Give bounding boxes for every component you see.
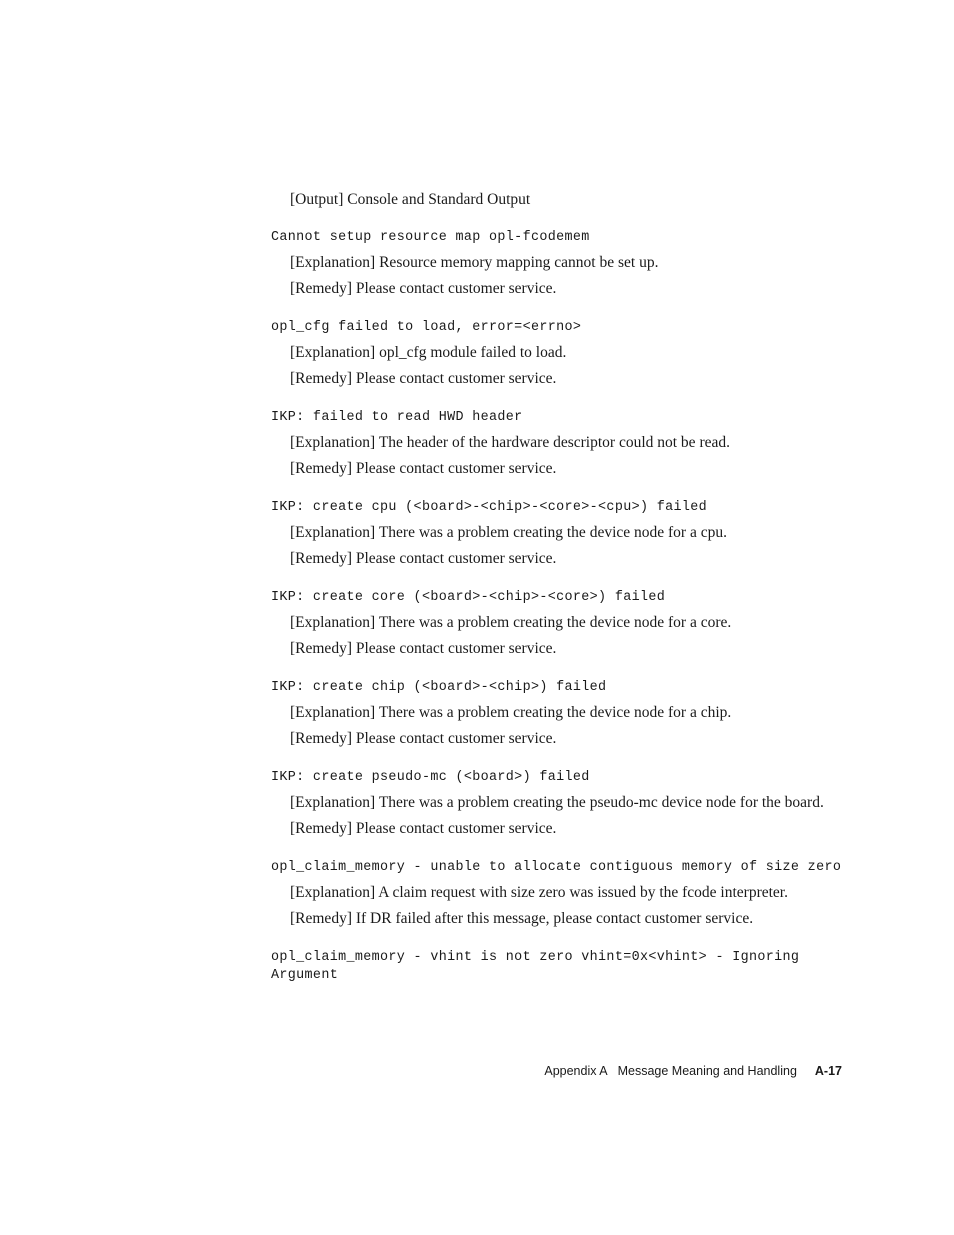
explanation-text: [Explanation] There was a problem creating the device node for a chip. <box>290 704 732 721</box>
remedy-text: [Remedy] Please contact customer service. <box>290 370 557 387</box>
message-code: IKP: create pseudo-mc (<board>) failed <box>271 770 590 785</box>
explanation-text: [Explanation] The header of the hardware descriptor could not be read. <box>290 434 730 451</box>
page-footer <box>544 1063 842 1079</box>
explanation-text: [Explanation] A claim request with size zero was issued by the fcode interpreter. <box>290 884 788 901</box>
message-code: opl_claim_memory - vhint is not zero vhint=0x<vhint> - Ignoring Argument <box>271 950 808 983</box>
remedy-text: [Remedy] Please contact customer service. <box>290 460 557 477</box>
remedy-text: [Remedy] Please contact customer service. <box>290 730 557 747</box>
page-content <box>271 191 846 1006</box>
message-code: IKP: create cpu (<board>-<chip>-<core>-<cpu>) failed <box>271 500 708 515</box>
footer-title: Message Meaning and Handling <box>617 1064 797 1078</box>
message-code: opl_claim_memory - unable to allocate contiguous memory of size zero <box>271 860 842 875</box>
message-entry <box>271 499 846 568</box>
message-code: opl_cfg failed to load, error=<errno> <box>271 320 582 335</box>
remedy-text: [Remedy] Please contact customer service. <box>290 280 557 297</box>
explanation-text: [Explanation] There was a problem creating the pseudo-mc device node for the board. <box>290 794 824 811</box>
message-entry <box>271 229 846 298</box>
message-entry <box>271 949 846 985</box>
footer-appendix: Appendix A <box>544 1064 608 1078</box>
remedy-text: [Remedy] Please contact customer service. <box>290 640 557 657</box>
message-entry <box>271 859 846 928</box>
message-code: IKP: failed to read HWD header <box>271 410 523 425</box>
output-note: [Output] Console and Standard Output <box>290 191 531 208</box>
remedy-text: [Remedy] If DR failed after this message, please contact customer service. <box>290 910 754 927</box>
message-entry <box>271 679 846 748</box>
explanation-text: [Explanation] There was a problem creating the device node for a core. <box>290 614 732 631</box>
message-entry <box>271 409 846 478</box>
remedy-text: [Remedy] Please contact customer service. <box>290 550 557 567</box>
remedy-text: [Remedy] Please contact customer service. <box>290 820 557 837</box>
page-number: A-17 <box>814 1064 842 1078</box>
explanation-text: [Explanation] opl_cfg module failed to load. <box>290 344 567 361</box>
explanation-text: [Explanation] There was a problem creating the device node for a cpu. <box>290 524 727 541</box>
message-code: IKP: create chip (<board>-<chip>) failed <box>271 680 607 695</box>
message-code: IKP: create core (<board>-<chip>-<core>) failed <box>271 590 666 605</box>
message-entry <box>271 769 846 838</box>
message-code: Cannot setup resource map opl-fcodemem <box>271 230 590 245</box>
message-entry <box>271 319 846 388</box>
explanation-text: [Explanation] Resource memory mapping cannot be set up. <box>290 254 659 271</box>
message-entry <box>271 589 846 658</box>
